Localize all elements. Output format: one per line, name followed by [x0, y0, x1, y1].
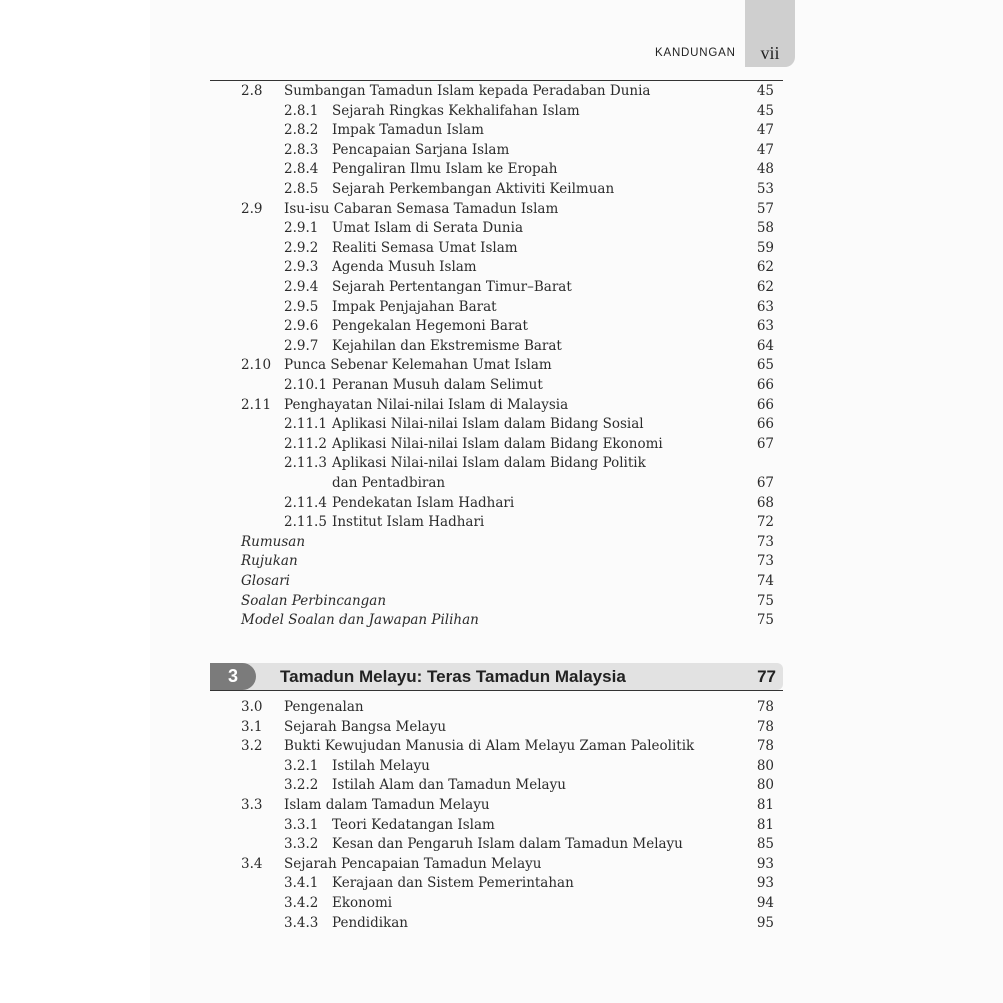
toc-entry: [0, 81, 1003, 101]
toc-entry-page: 68: [756, 494, 774, 511]
toc-entry-page: 63: [756, 298, 774, 315]
toc-entry-page: 59: [756, 239, 774, 256]
toc-entry-title: Pengekalan Hegemoni Barat: [332, 318, 528, 335]
toc-entry-page: 95: [756, 914, 774, 931]
toc-entry: [0, 873, 1003, 893]
toc-entry-page: 67: [756, 475, 774, 491]
toc-entry-page: 65: [756, 357, 774, 374]
toc-entry-number: 2.10.1: [284, 377, 327, 393]
toc-entry-title: Soalan Perbincangan: [241, 592, 387, 609]
toc-entry-page: 73: [756, 553, 774, 570]
toc-entry-number: 2.11: [241, 396, 272, 413]
toc-entry-title: Kejahilan dan Ekstremisme Barat: [332, 337, 562, 354]
toc-entry-number: 3.0: [241, 699, 263, 715]
toc-entry-number: 2.11.2: [284, 435, 327, 452]
toc-entry-page: 81: [756, 816, 774, 833]
toc-entry-number: 2.9.1: [284, 220, 319, 237]
toc-entry-page: 78: [756, 718, 774, 735]
toc-entry-page: 80: [756, 757, 774, 774]
toc-entry-title: dan Pentadbiran: [332, 475, 446, 491]
chapter-page: 77: [757, 667, 776, 686]
toc-entry-number: 2.11.4: [284, 494, 327, 511]
toc-entry: [0, 238, 1003, 258]
toc-entry: [0, 795, 1003, 815]
toc-entry-number: 2.9.4: [284, 279, 319, 295]
toc-entry: [0, 591, 1003, 611]
toc-entry-page: 57: [756, 200, 774, 217]
toc-entry-title: Istilah Melayu: [332, 757, 430, 774]
toc-entry-title: Institut Islam Hadhari: [332, 514, 485, 531]
toc-entry-page: 48: [756, 161, 774, 178]
toc-entry-title: Umat Islam di Serata Dunia: [332, 220, 523, 237]
toc-entry: [0, 120, 1003, 140]
toc-entry: [0, 854, 1003, 874]
page-number-tab: [745, 0, 795, 67]
toc-entry: [0, 257, 1003, 277]
toc-entry-title: Realiti Semasa Umat Islam: [332, 239, 518, 256]
toc-entry: [0, 571, 1003, 591]
toc-entry-title: Kerajaan dan Sistem Pemerintahan: [332, 875, 574, 892]
toc-entry-number: 2.9.2: [284, 239, 319, 256]
toc-entry-number: 2.9: [241, 200, 263, 217]
chapter-title: Tamadun Melayu: Teras Tamadun Malaysia: [280, 667, 626, 686]
toc-entry-page: 81: [756, 797, 774, 813]
toc-entry-title: Aplikasi Nilai-nilai Islam dalam Bidang Sosial: [332, 416, 644, 433]
toc-entry: [0, 434, 1003, 454]
toc-entry-title: Islam dalam Tamadun Melayu: [284, 797, 490, 813]
toc-entry-title: Bukti Kewujudan Manusia di Alam Melayu Zaman Paleolitik: [284, 738, 695, 755]
toc-entry-title: Kesan dan Pengaruh Islam dalam Tamadun Melayu: [332, 836, 683, 853]
toc-entry-page: 47: [756, 141, 774, 158]
toc-entry-title: Peranan Musuh dalam Selimut: [332, 377, 543, 393]
toc-entry: [0, 473, 1003, 493]
toc-entry-title: Impak Penjajahan Barat: [332, 298, 497, 315]
toc-entry-title: Pengaliran Ilmu Islam ke Eropah: [332, 161, 558, 178]
toc-entry-page: 78: [756, 738, 774, 755]
toc-entry: [0, 297, 1003, 317]
toc-entry-page: 72: [756, 514, 774, 531]
toc-entry-number: 2.11.5: [284, 514, 327, 531]
toc-entry: [0, 834, 1003, 854]
section-label: KANDUNGAN: [655, 47, 736, 59]
toc-entry-page: 45: [756, 83, 774, 99]
toc-entry-number: 3.3.1: [284, 816, 319, 833]
toc-entry: [0, 355, 1003, 375]
toc-entry-page: 93: [756, 855, 774, 872]
toc-entry-title: Penghayatan Nilai-nilai Islam di Malaysia: [284, 396, 569, 413]
toc-entry: [0, 453, 1003, 473]
toc-entry-page: 75: [756, 612, 774, 629]
toc-entry-title: Sejarah Perkembangan Aktiviti Keilmuan: [332, 181, 615, 197]
toc-entry-page: 64: [756, 337, 774, 354]
toc-entry-page: 85: [756, 836, 774, 853]
toc-entry: [0, 756, 1003, 776]
toc-entry: [0, 199, 1003, 219]
toc-entry-page: 78: [756, 699, 774, 715]
toc-entry-page: 66: [756, 396, 774, 413]
toc-entry: [0, 717, 1003, 737]
toc-entry: [0, 512, 1003, 532]
toc-entry-title: Agenda Musuh Islam: [332, 259, 477, 276]
toc-entry-number: 3.4.3: [284, 914, 319, 931]
toc-entry: [0, 697, 1003, 717]
toc-entry: [0, 775, 1003, 795]
toc-entry-page: 74: [756, 573, 774, 589]
toc-entry-number: 2.8.5: [284, 181, 319, 197]
toc-entry-page: 73: [756, 533, 774, 550]
toc-entry-page: 58: [756, 220, 774, 237]
toc-entry: [0, 913, 1003, 933]
toc-entry-number: 2.11.3: [284, 455, 327, 472]
toc-entry-number: 3.2.1: [284, 757, 319, 774]
toc-entry: [0, 893, 1003, 913]
toc-entry-number: 2.8.4: [284, 161, 319, 178]
toc-entry: [0, 815, 1003, 835]
toc-entry-number: 3.4.1: [284, 875, 319, 892]
toc-entry: [0, 551, 1003, 571]
toc-entry-title: Aplikasi Nilai-nilai Islam dalam Bidang Politik: [332, 455, 646, 472]
toc-entry-title: Impak Tamadun Islam: [332, 122, 484, 139]
chapter-number: 3: [210, 663, 256, 690]
page-number: vii: [760, 43, 780, 63]
toc-entry-title: Teori Kedatangan Islam: [332, 816, 495, 833]
toc-entry-page: 66: [756, 377, 774, 393]
toc-entry-number: 2.8: [241, 83, 263, 99]
toc-entry: [0, 179, 1003, 199]
toc-entry-page: 47: [756, 122, 774, 139]
toc-entry-number: 3.4.2: [284, 895, 319, 911]
toc-entry-title: Pendekatan Islam Hadhari: [332, 494, 515, 511]
toc-entry-title: Isu-isu Cabaran Semasa Tamadun Islam: [284, 200, 559, 217]
toc-entry: [0, 414, 1003, 434]
toc-entry-title: Model Soalan dan Jawapan Pilihan: [241, 612, 479, 629]
toc-entry-title: Sejarah Ringkas Kekhalifahan Islam: [332, 102, 580, 119]
toc-entry-page: 62: [756, 259, 774, 276]
toc-entry-page: 45: [756, 102, 774, 119]
toc-entry: [0, 532, 1003, 552]
toc-entry-page: 93: [756, 875, 774, 892]
toc-entry: [0, 277, 1003, 297]
toc-entry-number: 2.9.7: [284, 337, 319, 354]
toc-entry-title: Rumusan: [241, 533, 306, 550]
toc-entry-title: Pencapaian Sarjana Islam: [332, 141, 510, 158]
toc-entry-title: Aplikasi Nilai-nilai Islam dalam Bidang Ekonomi: [332, 435, 663, 452]
toc-entry: [0, 101, 1003, 121]
toc-entry-number: 2.9.6: [284, 318, 319, 335]
toc-entry-number: 3.2.2: [284, 777, 319, 794]
toc-entry-number: 3.3.2: [284, 836, 319, 853]
toc-entry-title: Istilah Alam dan Tamadun Melayu: [332, 777, 566, 794]
toc-entry-number: 3.3: [241, 797, 263, 813]
toc-entry-number: 2.8.2: [284, 122, 319, 139]
toc-entry: [0, 159, 1003, 179]
toc-entry-title: Ekonomi: [332, 895, 393, 911]
toc-entry-number: 2.9.3: [284, 259, 319, 276]
toc-entry: [0, 610, 1003, 630]
toc-entry-number: 2.9.5: [284, 298, 319, 315]
toc-entry-page: 63: [756, 318, 774, 335]
toc-entry-page: 75: [756, 592, 774, 609]
toc-entry-title: Pengenalan: [284, 699, 364, 715]
toc-entry-page: 67: [756, 435, 774, 452]
toc-entry-number: 3.2: [241, 738, 263, 755]
toc-entry-number: 2.10: [241, 357, 272, 374]
toc-entry-page: 94: [756, 895, 774, 911]
toc-entry-number: 2.11.1: [284, 416, 327, 433]
toc-entry-page: 62: [756, 279, 774, 295]
toc-entry-title: Glosari: [241, 573, 290, 589]
toc-entry: [0, 493, 1003, 513]
toc-entry-title: Rujukan: [241, 553, 298, 570]
toc-entry-title: Sejarah Pencapaian Tamadun Melayu: [284, 855, 542, 872]
toc-entry-title: Sumbangan Tamadun Islam kepada Peradaban Dunia: [284, 83, 651, 99]
toc-entry-title: Punca Sebenar Kelemahan Umat Islam: [284, 357, 552, 374]
toc-entry-title: Sejarah Bangsa Melayu: [284, 718, 447, 735]
toc-entry-number: 2.8.3: [284, 141, 319, 158]
toc-entry-page: 66: [756, 416, 774, 433]
toc-entry-title: Pendidikan: [332, 914, 409, 931]
toc-entry-number: 3.4: [241, 855, 263, 872]
toc-entry-title: Sejarah Pertentangan Timur–Barat: [332, 279, 572, 295]
toc-entry: [0, 375, 1003, 395]
toc-entry: [0, 218, 1003, 238]
toc-entry: [0, 395, 1003, 415]
chapter-rule: [210, 690, 783, 691]
toc-entry-page: 80: [756, 777, 774, 794]
toc-entry-number: 2.8.1: [284, 102, 319, 119]
toc-entry-page: 53: [756, 181, 774, 197]
toc-entry: [0, 336, 1003, 356]
toc-entry: [0, 316, 1003, 336]
toc-entry-number: 3.1: [241, 718, 263, 735]
toc-entry: [0, 736, 1003, 756]
toc-entry: [0, 140, 1003, 160]
